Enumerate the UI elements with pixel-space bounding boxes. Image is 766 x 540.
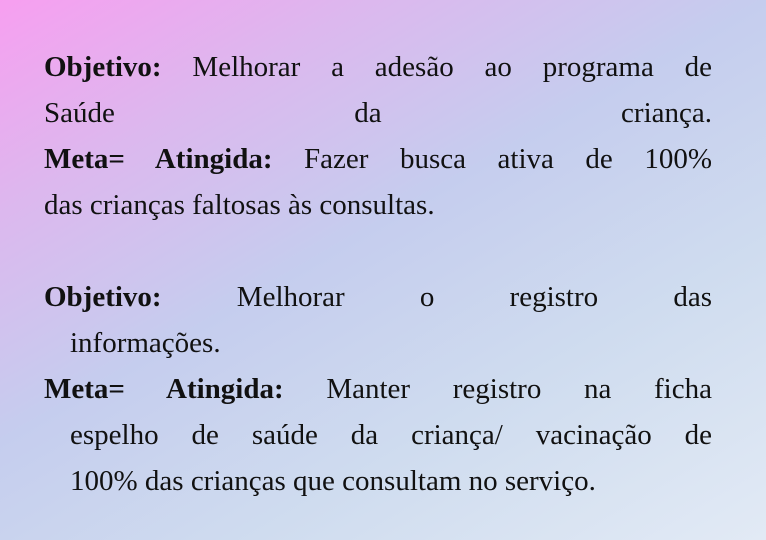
objective-text-continued: informações.: [70, 327, 221, 359]
goal-text: Fazer busca ativa de 100%: [272, 143, 712, 175]
objective-text-continued: Saúde da criança.: [44, 97, 712, 129]
goal-line: [44, 366, 712, 412]
goal-text-continued-2: 100% das crianças que consultam no serviço.: [70, 465, 596, 497]
objective-text: Melhorar a adesão ao programa de: [161, 51, 712, 83]
goal-line: [44, 136, 712, 182]
goal-text: Manter registro na ficha: [283, 373, 712, 405]
objective-label: Objetivo:: [44, 281, 162, 313]
goal-label: Meta= Atingida:: [44, 373, 284, 405]
goal-label: Meta= Atingida:: [44, 143, 273, 175]
objective-line: [44, 274, 712, 320]
objective-label: Objetivo:: [44, 51, 162, 83]
objective-line: [44, 44, 712, 90]
objective-block-records: [44, 274, 712, 504]
objective-text: Melhorar o registro das: [161, 281, 712, 313]
goal-text-continued: espelho de saúde da criança/ vacinação de: [70, 419, 712, 451]
goal-text-continued: das crianças faltosas às consultas.: [44, 189, 435, 221]
objective-block-adherence: [44, 44, 712, 228]
